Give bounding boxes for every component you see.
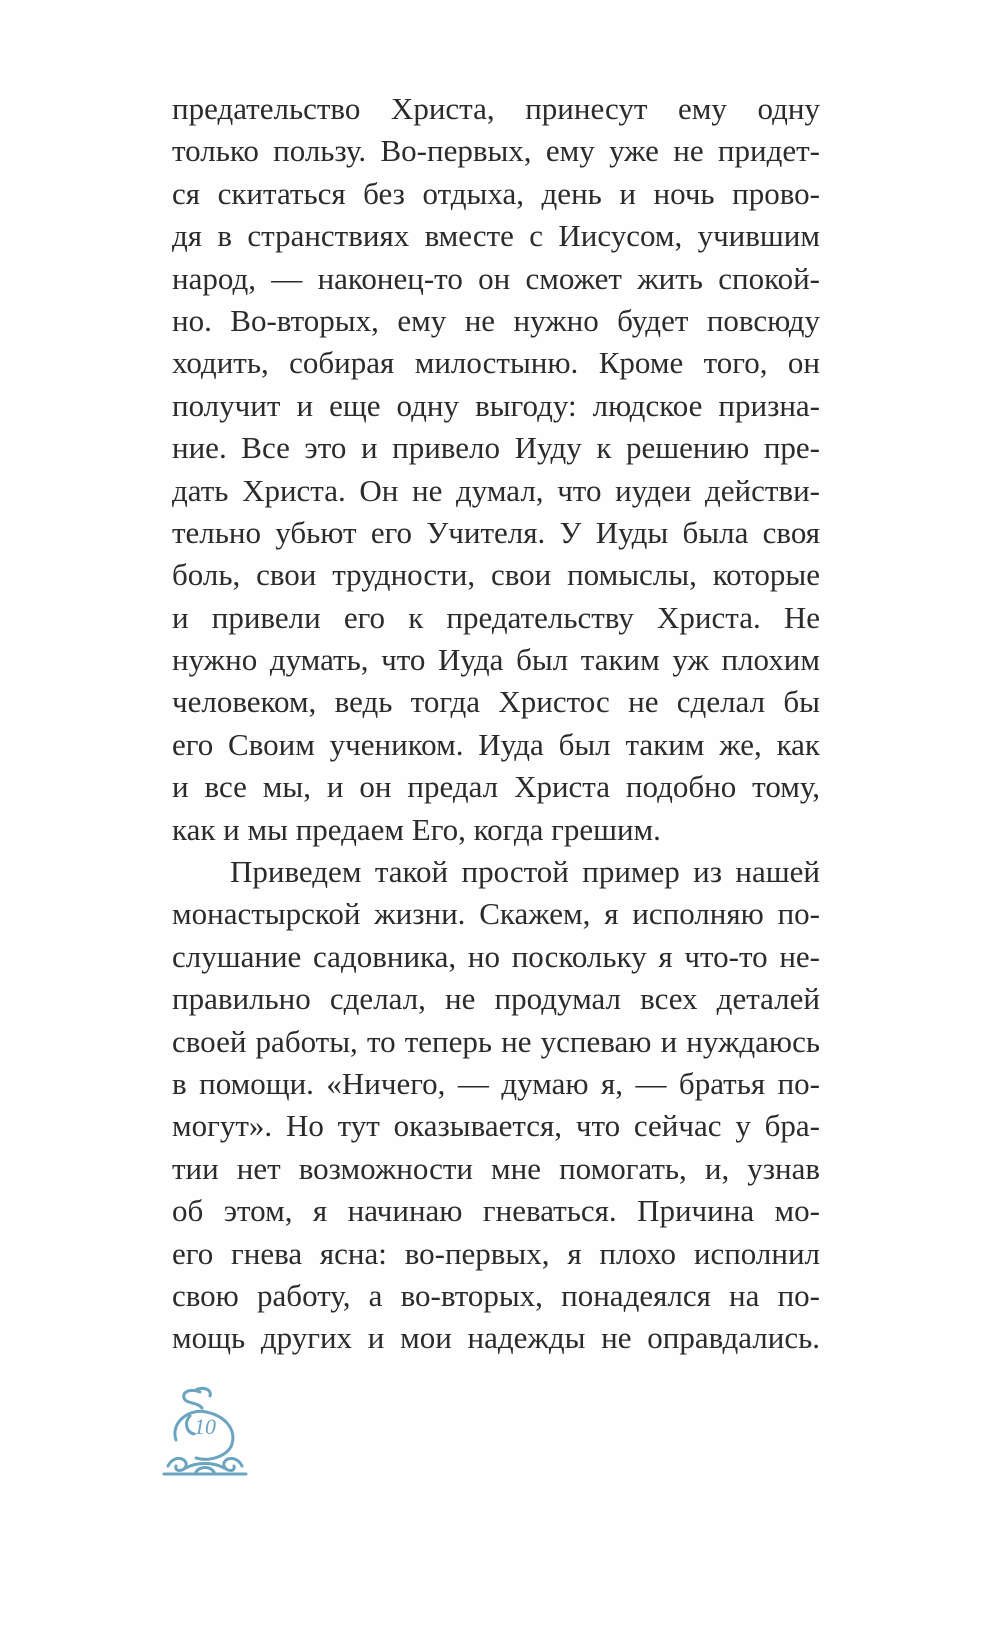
text-line: предательство Христа, принесут ему одну <box>172 91 820 126</box>
text-line: получит и еще одну выгоду: людское призна- <box>172 387 820 423</box>
text-line: монастырской жизни. Скажем, я исполняю по- <box>172 896 820 932</box>
text-line: ние. Все это и привело Иуду к решению пре- <box>172 430 820 466</box>
text-line: дя в странствиях вместе с Иисусом, учившим <box>172 218 820 254</box>
text-line: как и мы предаем Его, когда грешим. <box>172 811 661 847</box>
paragraph <box>172 88 820 851</box>
page-number: 10 <box>194 1414 216 1439</box>
body-text <box>172 88 820 1360</box>
text-line: свою работу, а во-вторых, понадеялся на по- <box>172 1277 820 1313</box>
text-line: боль, свои трудности, свои помыслы, которые <box>172 557 820 593</box>
text-line: но. Во-вторых, ему не нужно будет повсюду <box>172 302 820 338</box>
text-line: его Своим учеником. Иуда был таким же, как <box>172 726 820 762</box>
text-line: ходить, собирая милостыню. Кроме того, он <box>172 345 820 381</box>
text-line: тельно убьют его Учителя. У Иуды была своя <box>172 514 820 550</box>
text-line: только пользу. Во-первых, ему уже не придет- <box>172 133 820 169</box>
paragraph <box>172 851 820 1360</box>
text-line: мощь других и мои надежды не оправдались. <box>172 1320 820 1356</box>
text-line: своей работы, то теперь не успеваю и нуждаюсь <box>172 1023 820 1059</box>
text-line: и привели его к предательству Христа. Не <box>172 599 820 635</box>
text-line: Приведем такой простой пример из нашей <box>230 854 820 890</box>
text-line: слушание садовника, но поскольку я что-то не- <box>172 938 820 974</box>
text-line: могут». Но тут оказывается, что сейчас у бра- <box>172 1108 820 1144</box>
text-line: об этом, я начинаю гневаться. Причина мо- <box>172 1193 820 1229</box>
text-line: ся скитаться без отдыха, день и ночь прово- <box>172 175 820 211</box>
text-line: народ, — наконец-то он сможет жить спокой- <box>172 260 820 296</box>
text-line: тии нет возможности мне помогать, и, узнав <box>172 1150 820 1186</box>
text-line: его гнева ясна: во-первых, я плохо исполнил <box>172 1235 820 1271</box>
text-line: в помощи. «Ничего, — думаю я, — братья по- <box>172 1065 820 1101</box>
text-line: нужно думать, что Иуда был таким уж плохим <box>172 642 820 678</box>
text-line: дать Христа. Он не думал, что иудеи действи- <box>172 472 820 508</box>
text-line: человеком, ведь тогда Христос не сделал бы <box>172 684 820 720</box>
text-line: правильно сделал, не продумал всех деталей <box>172 981 820 1017</box>
text-line: и все мы, и он предал Христа подобно тому, <box>172 769 820 805</box>
